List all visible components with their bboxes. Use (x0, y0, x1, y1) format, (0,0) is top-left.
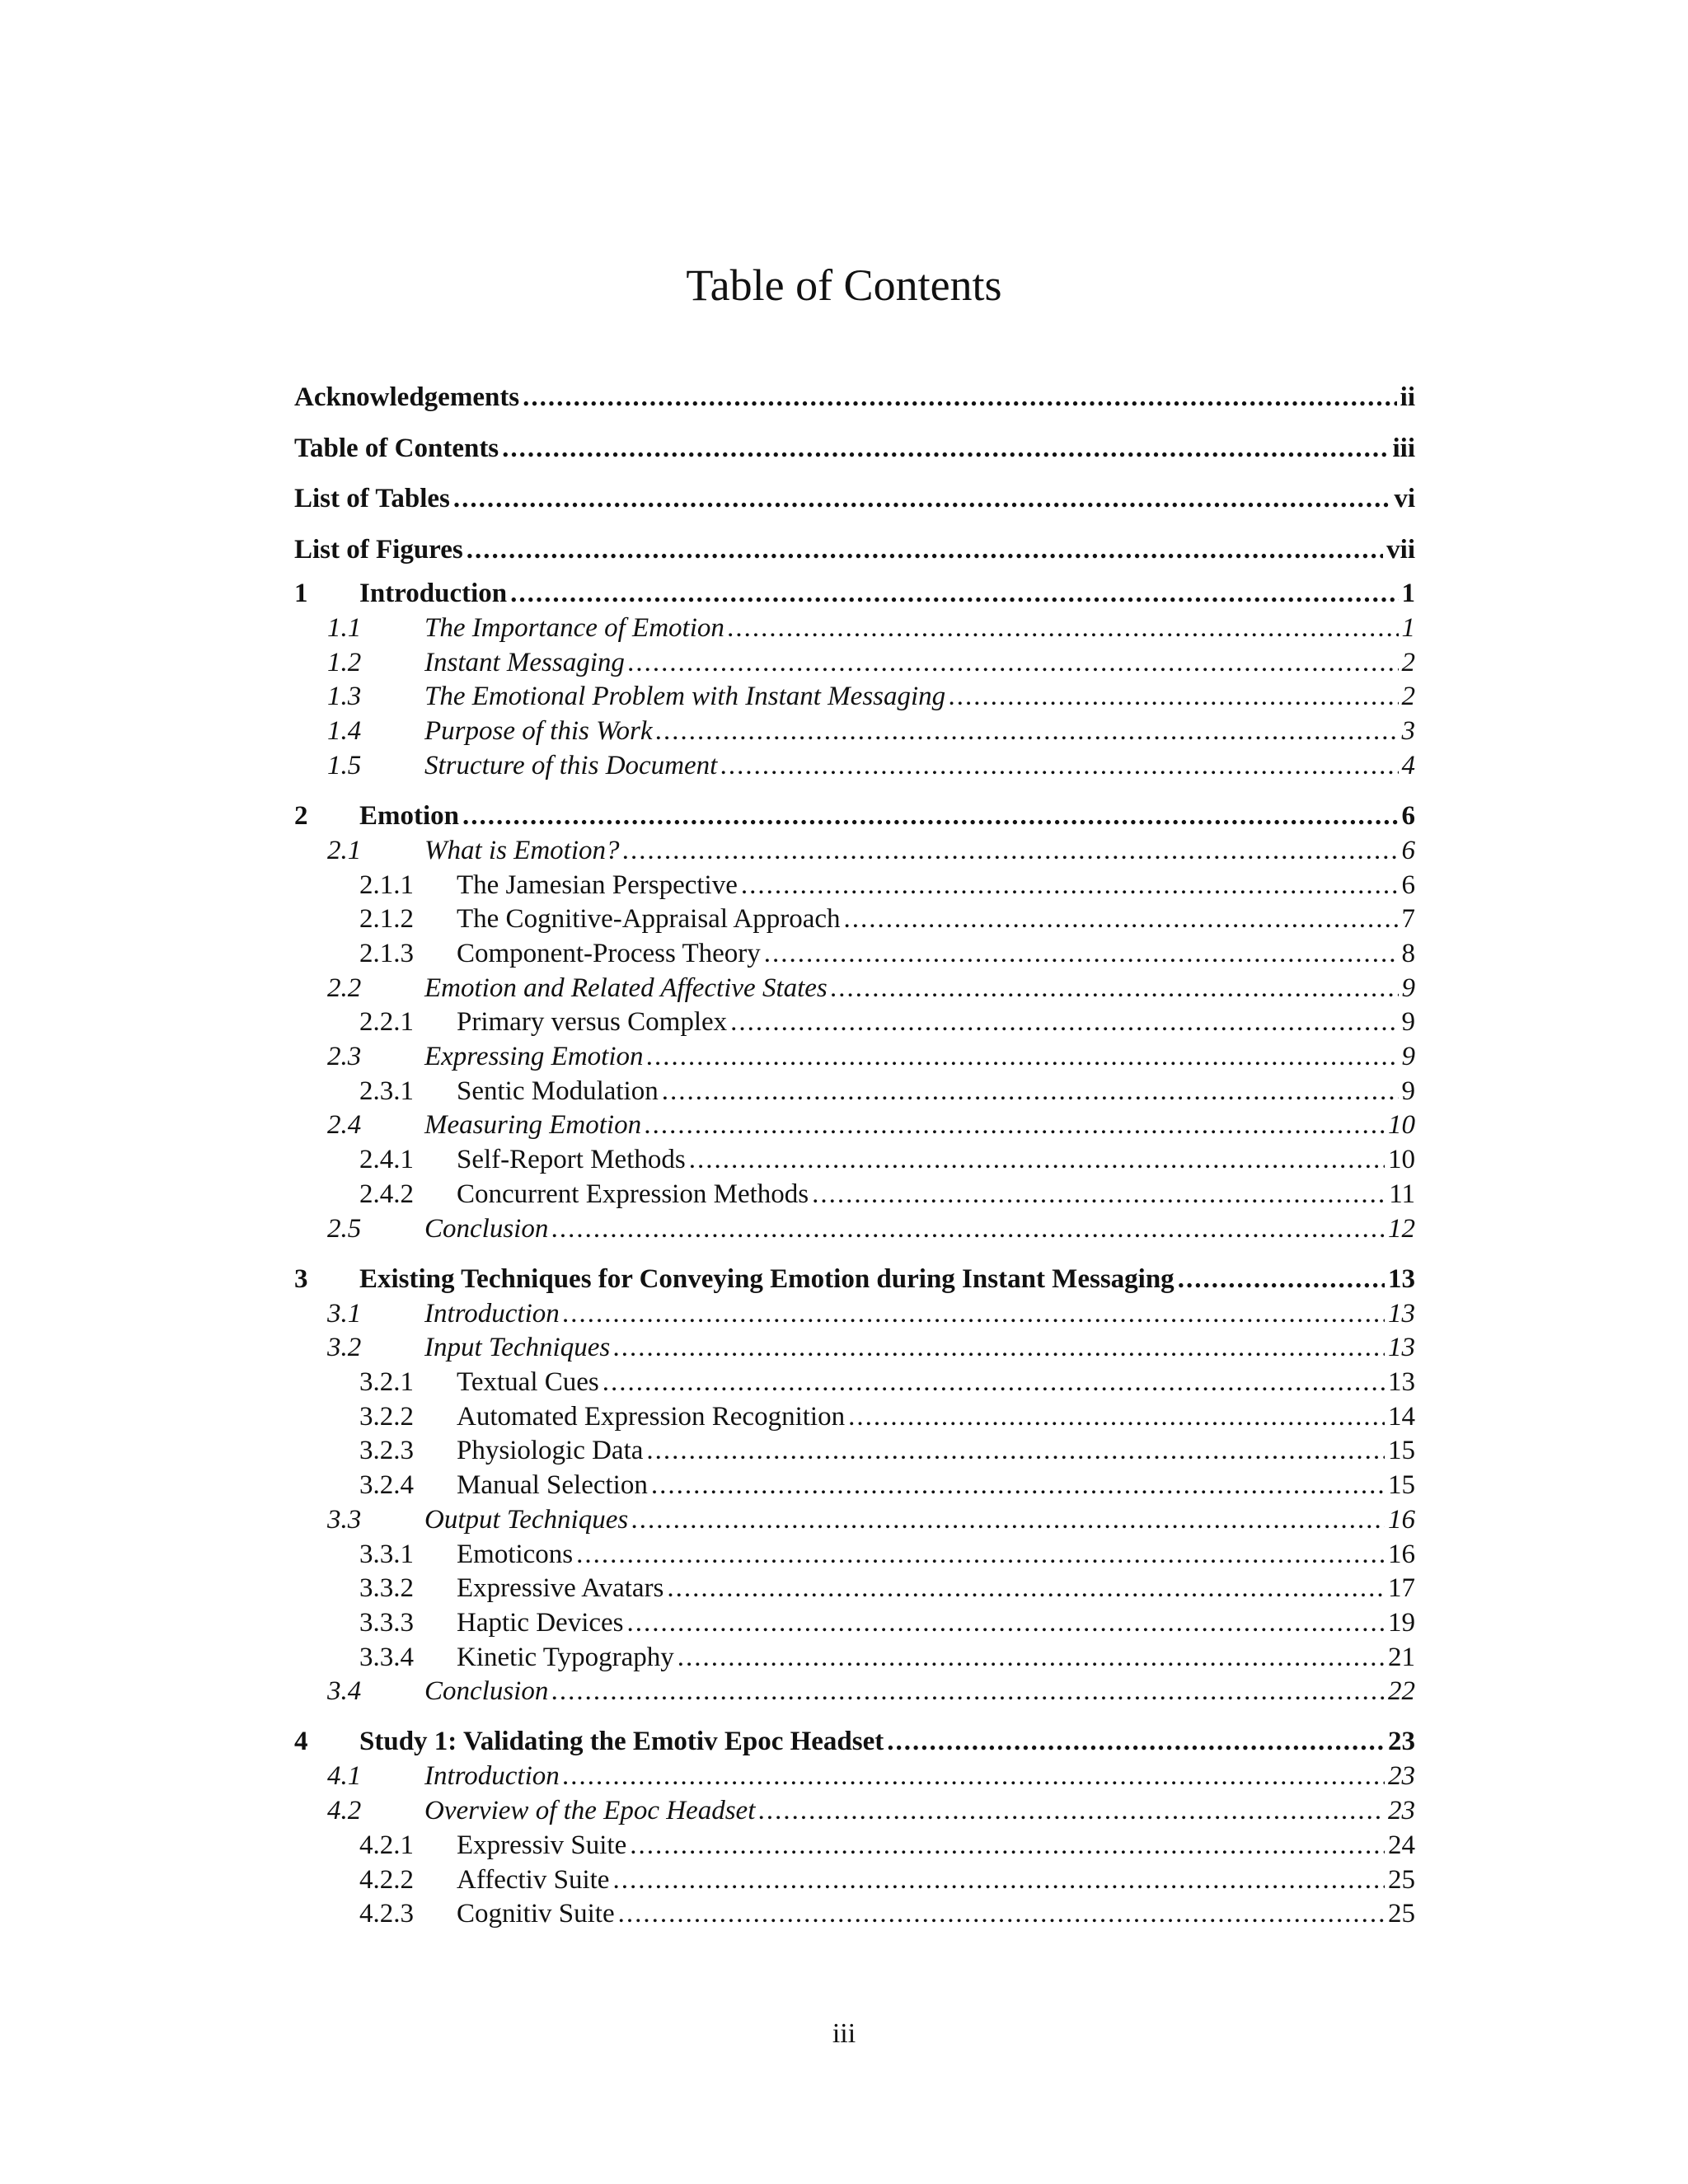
toc-entry-page: 2 (1401, 682, 1415, 712)
toc-entry-number: 1 (294, 579, 308, 608)
toc-entry-subsection[interactable] (294, 1075, 1415, 1109)
toc-entry-title: What is Emotion? (424, 835, 620, 865)
toc-entry-top[interactable] (294, 525, 1415, 576)
toc-entry-number: 3.3 (327, 1504, 362, 1535)
toc-entry-page: 4 (1401, 750, 1415, 780)
toc-entry-section[interactable] (294, 749, 1415, 784)
toc-entry-title: Conclusion (424, 1676, 549, 1707)
toc-entry-page: ii (1400, 382, 1415, 412)
toc-entry-title: List of Figures (294, 534, 463, 565)
toc-entry-title: Emotion and Related Affective States (424, 972, 828, 1003)
toc-dot-leader (646, 1434, 1385, 1469)
toc-entry-number: 4.1 (327, 1761, 362, 1792)
toc-entry-number: 2.4.2 (359, 1179, 414, 1209)
toc-entry-title: Expressing Emotion (424, 1042, 644, 1072)
toc-dot-leader (563, 1760, 1385, 1794)
toc-entry-page: vii (1386, 534, 1415, 565)
toc-dot-leader (831, 972, 1399, 1006)
toc-dot-leader (678, 1641, 1385, 1675)
toc-dot-leader (651, 1469, 1385, 1503)
toc-entry-title: Input Techniques (424, 1333, 611, 1363)
toc-entry-title: Component-Process Theory (457, 939, 761, 968)
toc-entry-number: 1.3 (327, 682, 362, 712)
toc-entry-number: 3.2.4 (359, 1470, 414, 1501)
toc-entry-page: 13 (1388, 1367, 1415, 1398)
toc-dot-leader (623, 834, 1399, 869)
toc-entry-section[interactable] (294, 1108, 1415, 1143)
toc-entry-title: Overview of the Epoc Headset (424, 1796, 756, 1826)
toc-entry-number: 4 (294, 1727, 308, 1757)
toc-entry-subsection[interactable] (294, 1829, 1415, 1863)
toc-entry-number: 3.2.1 (359, 1367, 414, 1398)
toc-entry-title: Introduction (359, 579, 508, 608)
toc-entry-title: Self-Report Methods (457, 1145, 686, 1175)
toc-entry-title: Sentic Modulation (457, 1076, 659, 1106)
toc-entry-subsection[interactable] (294, 1400, 1415, 1435)
toc-entry-title: The Emotional Problem with Instant Messaging (424, 682, 946, 712)
toc-entry-page: 22 (1388, 1676, 1415, 1707)
toc-entry-page: 25 (1388, 1864, 1415, 1895)
toc-entry-title: List of Tables (294, 484, 450, 513)
toc-entry-page: 21 (1388, 1642, 1415, 1672)
toc-entry-subsection[interactable] (294, 1538, 1415, 1572)
toc-dot-leader (453, 474, 1390, 525)
toc-dot-leader (523, 373, 1397, 424)
toc-dot-leader (551, 1675, 1385, 1709)
toc-entry-page: 6 (1401, 835, 1415, 865)
toc-entry-subsection[interactable] (294, 869, 1415, 903)
toc-dot-leader (502, 424, 1389, 475)
toc-dot-leader (720, 749, 1398, 784)
toc-entry-section[interactable] (294, 715, 1415, 749)
toc-entry-title: The Jamesian Perspective (457, 869, 738, 900)
toc-dot-leader (887, 1723, 1385, 1760)
toc-entry-number: 2 (294, 800, 308, 831)
toc-entry-number: 3 (294, 1263, 308, 1294)
toc-entry-subsection[interactable] (294, 1143, 1415, 1178)
toc-entry-section[interactable] (294, 1040, 1415, 1075)
toc-entry-page: 17 (1388, 1573, 1415, 1604)
toc-entry-section[interactable] (294, 1675, 1415, 1709)
toc-entry-title: Expressiv Suite (457, 1830, 627, 1860)
toc-entry-page: 15 (1388, 1470, 1415, 1501)
toc-entry-title: Instant Messaging (424, 647, 625, 677)
toc-dot-leader (728, 612, 1399, 646)
toc-entry-section[interactable] (294, 646, 1415, 681)
toc-dot-leader (510, 575, 1398, 612)
toc-entry-number: 2.2 (327, 972, 362, 1003)
toc-entry-title: Textual Cues (457, 1367, 599, 1398)
toc-entry-number: 2.1.1 (359, 869, 414, 900)
toc-entry-number: 2.3 (327, 1042, 362, 1072)
toc-entry-number: 3.3.1 (359, 1539, 414, 1569)
toc-entry-subsection[interactable] (294, 902, 1415, 937)
toc-entry-section[interactable] (294, 1794, 1415, 1829)
toc-dot-leader (758, 1794, 1385, 1829)
toc-entry-subsection[interactable] (294, 1863, 1415, 1898)
toc-entry-title: Primary versus Complex (457, 1007, 728, 1038)
toc-entry-subsection[interactable] (294, 1434, 1415, 1469)
toc-entry-number: 4.2.1 (359, 1830, 414, 1860)
toc-entry-title: Manual Selection (457, 1470, 648, 1501)
toc-entry-section[interactable] (294, 1331, 1415, 1366)
toc-entry-title: Affectiv Suite (457, 1864, 610, 1895)
toc-entry-page: 13 (1388, 1298, 1415, 1329)
toc-entry-number: 2.1 (327, 835, 362, 865)
toc-dot-leader (656, 715, 1399, 749)
toc-entry-page: 23 (1388, 1761, 1415, 1792)
toc-entry-page: 1 (1401, 613, 1415, 643)
toc-entry-subsection[interactable] (294, 1366, 1415, 1400)
toc-entry-number: 2.5 (327, 1213, 362, 1244)
toc-dot-leader (844, 902, 1399, 937)
toc-entry-section[interactable] (294, 1297, 1415, 1332)
toc-dot-leader (1178, 1261, 1385, 1297)
toc-entry-subsection[interactable] (294, 1641, 1415, 1675)
toc-entry-page: iii (1392, 433, 1415, 463)
toc-entry-page: 6 (1401, 869, 1415, 900)
toc-entry-top[interactable] (294, 474, 1415, 525)
toc-entry-number: 3.4 (327, 1676, 362, 1707)
toc-entry-page: 10 (1388, 1145, 1415, 1175)
toc-dot-leader (628, 646, 1399, 681)
toc-entry-subsection[interactable] (294, 1606, 1415, 1641)
toc-dot-leader (603, 1366, 1385, 1400)
toc-dot-leader (949, 680, 1398, 715)
toc-entry-page: 13 (1388, 1263, 1415, 1294)
toc-entry-number: 4.2.3 (359, 1899, 414, 1929)
toc-entry-title: Physiologic Data (457, 1436, 644, 1466)
toc-dot-leader (647, 1040, 1399, 1075)
toc-entry-page: 8 (1401, 939, 1415, 968)
toc-entry-title: The Importance of Emotion (424, 613, 724, 643)
toc-dot-leader (764, 937, 1399, 972)
toc-dot-leader (741, 869, 1399, 903)
toc-entry-page: 16 (1388, 1539, 1415, 1569)
toc-entry-number: 1.2 (327, 647, 362, 677)
toc-entry-title: Cognitiv Suite (457, 1899, 615, 1929)
toc-entry-section[interactable] (294, 834, 1415, 869)
toc-entry-title: Output Techniques (424, 1504, 629, 1535)
toc-dot-leader (612, 1863, 1385, 1898)
toc-dot-leader (689, 1143, 1385, 1178)
toc-entry-subsection[interactable] (294, 937, 1415, 972)
toc-dot-leader (645, 1108, 1385, 1143)
toc-entry-number: 3.3.4 (359, 1642, 414, 1672)
toc-entry-subsection[interactable] (294, 1178, 1415, 1212)
toc-entry-page: 24 (1388, 1830, 1415, 1860)
toc-entry-page: 3 (1401, 716, 1415, 747)
toc-dot-leader (613, 1331, 1385, 1366)
toc-entry-title: Concurrent Expression Methods (457, 1179, 809, 1209)
toc-entry-number: 2.2.1 (359, 1007, 414, 1038)
toc-entry-title: Emotion (359, 800, 460, 831)
toc-dot-leader (462, 798, 1398, 834)
toc-entry-number: 1.5 (327, 750, 362, 780)
toc-entry-chapter[interactable] (294, 575, 1415, 612)
toc-entry-number: 1.4 (327, 716, 362, 747)
toc-dot-leader (848, 1400, 1385, 1435)
toc-entry-page: 19 (1388, 1607, 1415, 1638)
toc-entry-number: 3.3.2 (359, 1573, 414, 1604)
toc-entry-subsection[interactable] (294, 1469, 1415, 1503)
toc-entry-number: 3.3.3 (359, 1607, 414, 1638)
toc-entry-section[interactable] (294, 972, 1415, 1006)
toc-entry-number: 3.2 (327, 1333, 362, 1363)
toc-entry-top[interactable] (294, 424, 1415, 475)
toc-entry-subsection[interactable] (294, 1897, 1415, 1932)
toc-entry-section[interactable] (294, 612, 1415, 646)
toc-dot-leader (630, 1829, 1385, 1863)
toc-entry-title: Introduction (424, 1298, 560, 1329)
toc-entry-title: Structure of this Document (424, 750, 718, 780)
toc-entry-title: Acknowledgements (294, 382, 520, 412)
toc-entry-page: 23 (1388, 1796, 1415, 1826)
page-number: iii (832, 2018, 856, 2049)
toc-entry-number: 2.4 (327, 1110, 362, 1141)
toc-entry-title: Kinetic Typography (457, 1642, 674, 1672)
toc-entry-title: Measuring Emotion (424, 1110, 642, 1141)
toc-entry-page: 23 (1388, 1727, 1415, 1757)
toc-dot-leader (730, 1005, 1398, 1040)
toc-entry-page: 9 (1401, 1007, 1415, 1038)
toc-entry-page: 11 (1389, 1179, 1415, 1209)
toc-entry-number: 2.3.1 (359, 1076, 414, 1106)
toc-entry-title: Haptic Devices (457, 1607, 624, 1638)
toc-entry-section[interactable] (294, 1760, 1415, 1794)
toc-entry-page: 13 (1388, 1333, 1415, 1363)
toc-dot-leader (812, 1178, 1386, 1212)
toc-entry-page: 9 (1401, 972, 1415, 1003)
toc-entry-chapter[interactable] (294, 798, 1415, 834)
toc-entry-number: 3.2.2 (359, 1401, 414, 1432)
toc-entry-page: 10 (1388, 1110, 1415, 1141)
toc-entry-page: 6 (1401, 800, 1415, 831)
toc-entry-title: Expressive Avatars (457, 1573, 664, 1604)
toc-entry-title: Conclusion (424, 1213, 549, 1244)
toc-entry-number: 3.1 (327, 1298, 362, 1329)
toc-dot-leader (467, 525, 1383, 576)
page-title: Table of Contents (686, 260, 1002, 311)
toc-entry-page: 12 (1388, 1213, 1415, 1244)
toc-entry-section[interactable] (294, 680, 1415, 715)
toc-entry-chapter[interactable] (294, 1723, 1415, 1760)
toc-entry-page: 25 (1388, 1899, 1415, 1929)
toc-entry-page: 9 (1401, 1042, 1415, 1072)
toc-entry-title: Introduction (424, 1761, 560, 1792)
toc-entry-page: 7 (1401, 904, 1415, 935)
toc-entry-page: 15 (1388, 1436, 1415, 1466)
toc-entry-subsection[interactable] (294, 1005, 1415, 1040)
toc-entry-title: Study 1: Validating the Emotiv Epoc Headset (359, 1727, 884, 1757)
toc-entry-subsection[interactable] (294, 1572, 1415, 1606)
toc-dot-leader (551, 1212, 1385, 1247)
toc-dot-leader (667, 1572, 1385, 1606)
toc-entry-number: 2.1.3 (359, 939, 414, 968)
table-of-contents (294, 373, 1415, 1932)
toc-entry-page: 9 (1401, 1076, 1415, 1106)
toc-entry-number: 2.1.2 (359, 904, 414, 935)
toc-entry-title: Table of Contents (294, 433, 499, 463)
toc-dot-leader (618, 1897, 1385, 1932)
toc-dot-leader (563, 1297, 1385, 1332)
toc-entry-title: Emoticons (457, 1539, 574, 1569)
toc-entry-section[interactable] (294, 1212, 1415, 1247)
toc-dot-leader (627, 1606, 1386, 1641)
toc-entry-chapter[interactable] (294, 1261, 1415, 1297)
toc-entry-number: 2.4.1 (359, 1145, 414, 1175)
toc-entry-number: 1.1 (327, 613, 362, 643)
toc-entry-page: vi (1394, 484, 1415, 513)
toc-dot-leader (631, 1503, 1385, 1538)
toc-dot-leader (662, 1075, 1399, 1109)
toc-entry-page: 16 (1388, 1504, 1415, 1535)
toc-entry-number: 4.2.2 (359, 1864, 414, 1895)
toc-dot-leader (576, 1538, 1385, 1572)
toc-entry-title: Purpose of this Work (424, 716, 653, 747)
toc-entry-page: 14 (1388, 1401, 1415, 1432)
toc-entry-number: 3.2.3 (359, 1436, 414, 1466)
toc-entry-number: 4.2 (327, 1796, 362, 1826)
toc-entry-title: The Cognitive-Appraisal Approach (457, 904, 841, 935)
toc-entry-page: 1 (1401, 579, 1415, 608)
toc-entry-title: Automated Expression Recognition (457, 1401, 846, 1432)
toc-entry-title: Existing Techniques for Conveying Emotion during Instant Messaging (359, 1263, 1175, 1294)
toc-entry-section[interactable] (294, 1503, 1415, 1538)
toc-entry-page: 2 (1401, 647, 1415, 677)
toc-entry-top[interactable] (294, 373, 1415, 424)
